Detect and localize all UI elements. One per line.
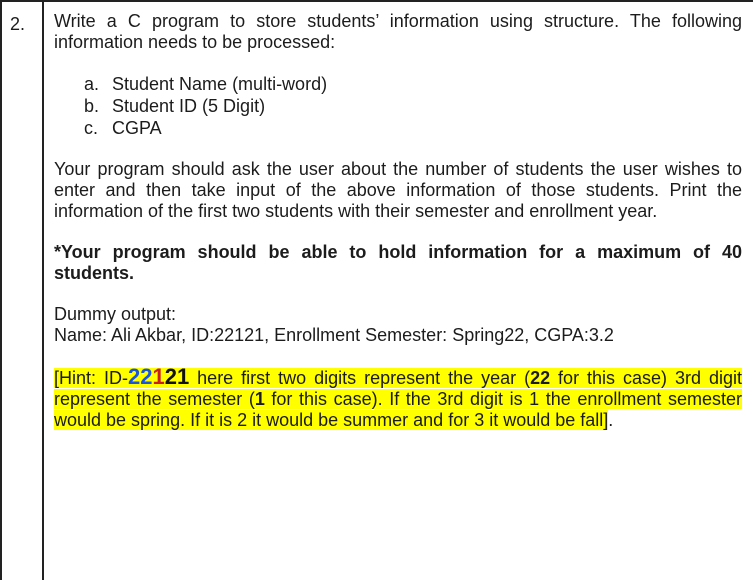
list-item: [84, 117, 742, 139]
instructions-paragraph: Your program should ask the user about the number of students the user wishes to enter and then take input of the above information of those students. Print the information of the first two students with their semester and enrollment year.: [54, 159, 742, 221]
dummy-output-line: Name: Ali Akbar, ID:22121, Enrollment Semester: Spring22, CGPA:3.2: [54, 325, 614, 345]
id-rest-digit: 21: [164, 364, 190, 389]
list-item: [84, 95, 742, 117]
year-value: 22: [530, 368, 551, 388]
semester-value: 1: [254, 389, 265, 409]
capacity-note: *Your program should be able to hold information for a maximum of 40 students.: [54, 242, 742, 283]
question-content: [54, 11, 742, 431]
list-item-label: a.: [84, 74, 100, 94]
hint-highlight: [Hint: ID-22121 here first two digits represent the year (22 for this case) 3rd digit represent the semester (1 for this case). If the 3rd digit is 1 the enrollment semester would be spring. If it is 2 it would be summer and for 3 it would be fall]: [54, 364, 742, 430]
list-item-label: c.: [84, 118, 99, 138]
list-item-text: Student ID (5 Digit): [112, 96, 266, 116]
column-divider: [42, 0, 44, 580]
info-list: [84, 73, 742, 139]
hint-paragraph: [Hint: ID-22121 here first two digits represent the year (22 for this case) 3rd digit represent the semester (1 for this case). If the 3rd digit is 1 the enrollment semester would be spring. If it is 2 it would be summer and for 3 it would be fall].: [54, 364, 742, 430]
list-item-text: Student Name (multi-word): [112, 74, 328, 94]
list-item: [84, 73, 742, 95]
list-item-label: b.: [84, 96, 100, 116]
dummy-output-title: Dummy output:: [54, 304, 177, 324]
question-intro: Write a C program to store students’ information using structure. The following information needs to be processed:: [54, 11, 742, 52]
id-semester-digit: 1: [152, 364, 165, 389]
id-year-digits: 22: [127, 364, 153, 389]
question-number: 2.: [10, 14, 26, 34]
list-item-text: CGPA: [112, 118, 162, 138]
